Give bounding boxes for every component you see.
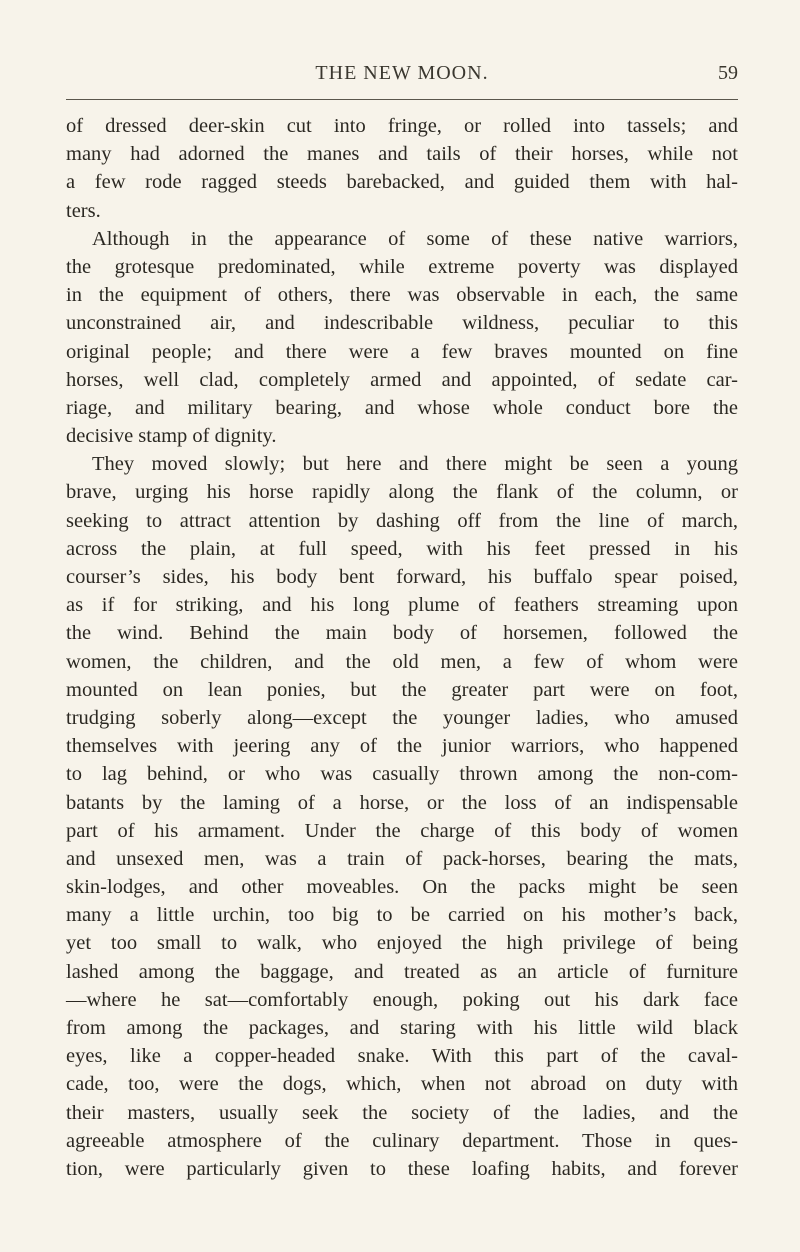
text-line: as if for striking, and his long plume of feathers streaming upon — [66, 594, 738, 617]
text-line: of dressed deer-skin cut into fringe, or rolled into tassels; and — [66, 115, 738, 137]
text-line: seeking to attract attention by dashing off from the line of march, — [66, 509, 738, 532]
text-line: lashed among the baggage, and treated as an article of furniture — [66, 960, 738, 983]
text-line: themselves with jeering any of the junior warriors, who happened — [66, 735, 738, 758]
text-line: a few rode ragged steeds barebacked, and guided them with hal- — [66, 171, 738, 194]
text-line: riage, and military bearing, and whose whole conduct bore the — [66, 396, 738, 419]
page-number: 59 — [718, 62, 738, 84]
text-line: yet too small to walk, who enjoyed the high privilege of being — [66, 932, 738, 955]
text-line: brave, urging his horse rapidly along the flank of the column, or — [66, 481, 738, 504]
text-line: many a little urchin, too big to be carried on his mother’s back, — [66, 904, 738, 927]
text-line: cade, too, were the dogs, which, when not abroad on duty with — [66, 1073, 738, 1096]
page-header — [66, 62, 738, 88]
text-line: batants by the laming of a horse, or the loss of an indispensable — [66, 791, 738, 814]
body-text — [66, 112, 738, 1183]
text-line: —where he sat—comfortably enough, poking out his dark face — [66, 988, 738, 1011]
text-line: from among the packages, and staring with his little wild black — [66, 1017, 738, 1039]
text-line: women, the children, and the old men, a few of whom were — [66, 650, 738, 673]
text-line: many had adorned the manes and tails of their horses, while not — [66, 143, 738, 166]
text-line: mounted on lean ponies, but the greater part were on foot, — [66, 678, 738, 701]
text-line: the grotesque predominated, while extreme poverty was displayed — [66, 255, 738, 278]
text-line: ters. — [66, 199, 101, 222]
text-line: in the equipment of others, there was observable in each, the same — [66, 284, 738, 307]
text-line: original people; and there were a few braves mounted on fine — [66, 340, 738, 363]
running-title: THE NEW MOON. — [315, 62, 489, 84]
text-line: trudging soberly along—except the younger ladies, who amused — [66, 706, 738, 729]
text-line: their masters, usually seek the society of the ladies, and the — [66, 1101, 738, 1124]
text-line: skin-lodges, and other moveables. On the packs might be seen — [66, 876, 738, 899]
header-rule — [66, 99, 738, 100]
text-line: across the plain, at full speed, with his feet pressed in his — [66, 537, 738, 560]
text-line: Although in the appearance of some of these native warriors, — [92, 227, 738, 250]
text-line: and unsexed men, was a train of pack-horses, bearing the mats, — [66, 847, 738, 870]
text-line: part of his armament. Under the charge of this body of women — [66, 819, 738, 842]
text-line: eyes, like a copper-headed snake. With this part of the caval- — [66, 1045, 738, 1068]
text-line: agreeable atmosphere of the culinary department. Those in ques- — [66, 1129, 738, 1152]
text-line: horses, well clad, completely armed and appointed, of sedate car- — [66, 368, 738, 391]
text-line: They moved slowly; but here and there might be seen a young — [92, 453, 738, 476]
text-line: decisive stamp of dignity. — [66, 425, 277, 448]
text-line: unconstrained air, and indescribable wildness, peculiar to this — [66, 312, 738, 335]
text-line: to lag behind, or who was casually thrown among the non-com- — [66, 763, 738, 786]
text-line: the wind. Behind the main body of horsemen, followed the — [66, 622, 738, 645]
text-line: tion, were particularly given to these loafing habits, and forever — [66, 1157, 738, 1180]
text-line: courser’s sides, his body bent forward, his buffalo spear poised, — [66, 566, 738, 588]
